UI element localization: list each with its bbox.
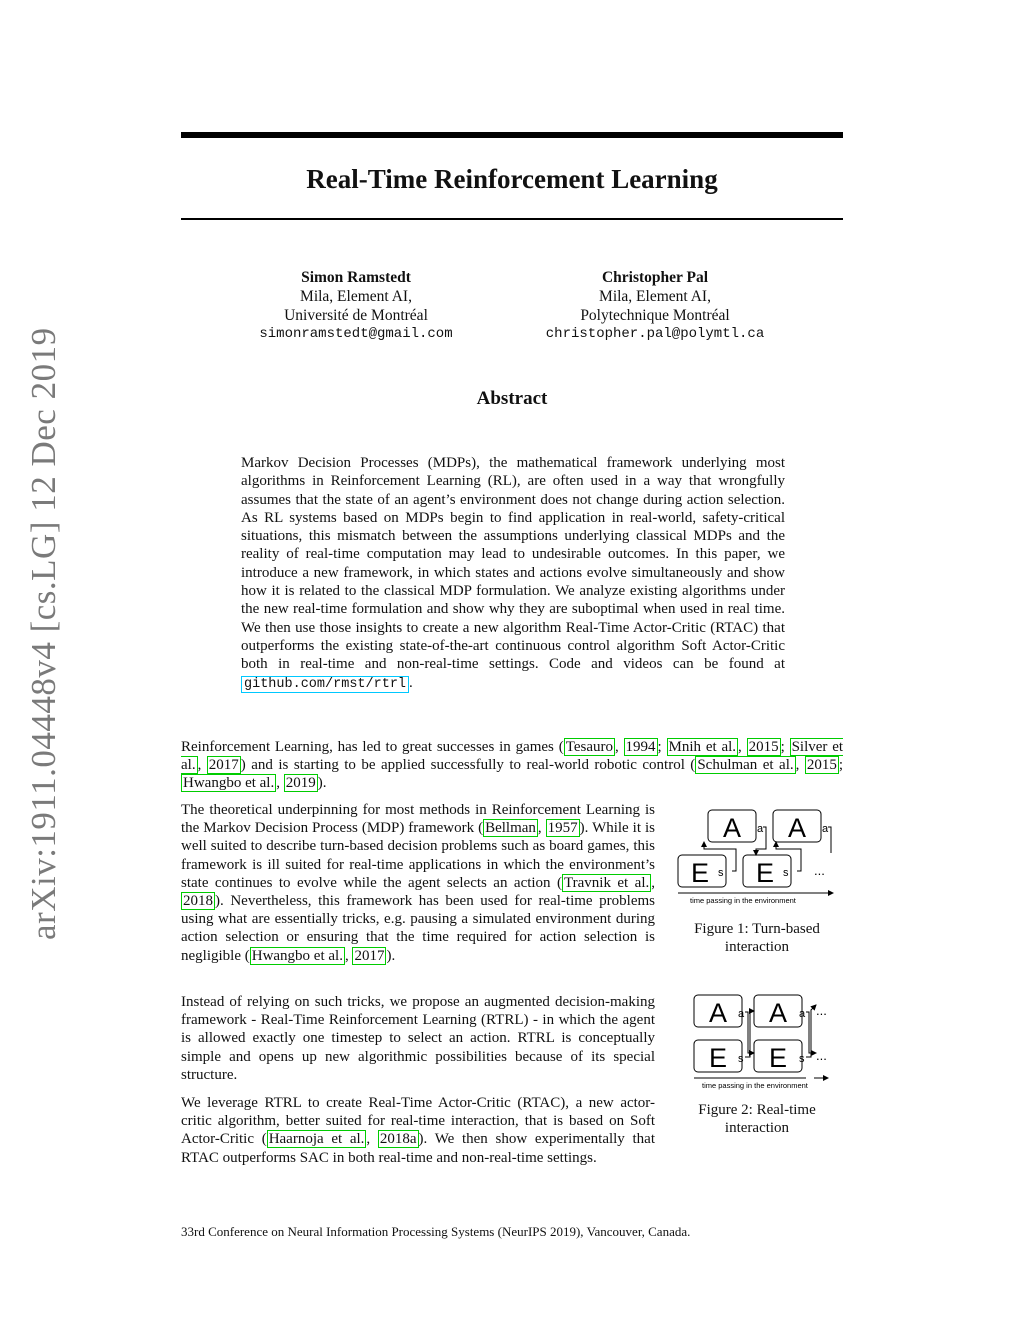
paragraph-text: ) and is starting to be applied successfully to real-world robotic control ( <box>240 757 696 774</box>
citation-link[interactable]: 2018a <box>379 1131 417 1148</box>
intro-paragraph-4: We leverage RTRL to create Real-Time Actor-Critic (RTAC), a new actor-critic algorithm, better suited for real-time interaction, that is based on Soft Actor-Critic ( Haarnoja et al. , 2018a ). We then show experimentally that RTAC outperforms SAC in both real-time and non-real-time settings. <box>181 1095 655 1166</box>
abstract-text: Markov Decision Processes (MDPs), the mathematical framework underlying most algorithms in Reinforcement Learning (RL), are often used in a way that wrongfully assumes that the state of an agent’s environment does not change during action selection. As RL systems based on MDPs begin to find application in real-world, safety-critical situations, this mismatch between the assumptions underlying classical MDPs and the reality of real-time computation may lead to undesirable outcomes. In this paper, we introduce a new framework, in which states and actions evolve simultaneously and show how it is related to the classical MDP formulation. We analyze existing algorithms under the new real-time formulation and show why they are suboptimal when used in real time. We then use those insights to create a new algorithm Real-Time Actor-Critic (RTAC) that outperforms the existing state-of-the-art continuous control algorithm Soft Actor-Critic both in real-time and non-real-time settings. Code and videos can be found at <box>241 455 785 673</box>
citation-link[interactable]: Tesauro <box>565 739 613 755</box>
citation-link[interactable]: Mnih et al. <box>668 739 737 755</box>
author-email[interactable]: simonramstedt@gmail.com <box>259 326 453 342</box>
agent-label: A <box>708 998 728 1028</box>
intro-paragraph-2: The theoretical underpinning for most methods in Reinforcement Learning is the Markov Decision Process (MDP) framework ( Bellman , 1957 ). While it is well suited to describe turn-based decision problems such as board games, this framework is ill suited for real-time applications in which the environment’s state continues to evolve while the agent selects an action ( Travnik et al. , 2018 ). Nevertheless, this framework has been used for real-time problems using what are essentially tricks, e.g. pausing a simulated environment during action selection or ensuring that the time required for action selection is negligible ( Hwangbo et al. , 2017 ). <box>181 802 655 964</box>
citation-link[interactable]: 2015 <box>806 757 837 774</box>
paragraph-text: The theoretical underpinning for most methods in Reinforcement Learning is the Markov Decision Process (MDP) framework ( <box>181 802 655 837</box>
citation-link[interactable]: Bellman <box>485 820 536 837</box>
paragraph-text: Reinforcement Learning, has led to great successes in games ( <box>181 739 564 755</box>
environment-label: E <box>768 1043 788 1073</box>
figure-2 <box>676 990 838 1137</box>
citation-link[interactable]: 2017 <box>208 757 239 774</box>
paragraph-text: ). Nevertheless, this framework has been used for real-time problems using what are essentially tricks, e.g. pausing a simulated environment during action selection or ensuring that the time required for action selection is negligible ( <box>181 893 655 964</box>
paragraph-text: ). <box>386 947 396 964</box>
author-affiliation: Université de Montréal <box>284 307 428 324</box>
citation-link[interactable]: 1994 <box>625 739 656 755</box>
agent-label: A <box>722 813 742 843</box>
agent-label: A <box>787 813 807 843</box>
action-label: a <box>738 1008 745 1020</box>
arxiv-identifier: arXiv:1911.04448v4 [cs.LG] 12 Dec 2019 <box>24 327 63 940</box>
citation-link[interactable]: Haarnoja et al. <box>268 1131 365 1148</box>
action-label: a <box>757 823 764 835</box>
environment-label: E <box>708 1043 728 1073</box>
paper-title: Real-Time Reinforcement Learning <box>306 164 718 194</box>
citation-link[interactable]: Hwangbo et al. <box>183 775 275 792</box>
title-rule-top <box>181 132 843 138</box>
figure-caption: Figure 2: Real-time interaction <box>698 1102 816 1136</box>
citation-link[interactable]: Travnik et al. <box>564 874 650 891</box>
state-label: s <box>799 1053 805 1065</box>
author-block-1 <box>206 268 506 344</box>
real-time-diagram <box>676 990 838 1092</box>
title-rule-bottom <box>181 218 843 220</box>
ellipsis-label: ... <box>816 1048 827 1063</box>
author-affiliation: Mila, Element AI, <box>599 288 711 305</box>
author-block-2 <box>505 268 805 344</box>
figure-caption: Figure 1: Turn-based interaction <box>694 921 820 955</box>
turn-based-diagram <box>676 805 838 907</box>
author-email[interactable]: christopher.pal@polymtl.ca <box>545 326 765 342</box>
paragraph-text: ). <box>317 775 327 792</box>
citation-link[interactable]: Silver et al. <box>181 739 844 774</box>
environment-label: E <box>690 858 710 888</box>
action-label: a <box>799 1008 806 1020</box>
abstract-heading: Abstract <box>476 388 548 409</box>
state-label: s <box>738 1053 744 1065</box>
environment-label: E <box>755 858 775 888</box>
author-affiliation: Mila, Element AI, <box>300 288 412 305</box>
citation-link[interactable]: 2019 <box>285 775 316 792</box>
time-axis-label: time passing in the environment <box>702 1081 808 1090</box>
code-link[interactable]: github.com/rmst/rtrl <box>241 676 409 693</box>
intro-paragraph-3: Instead of relying on such tricks, we propose an augmented decision-making framework - Real-Time Reinforcement Learning (RTRL) - in which the agent is allowed exactly one timestep to select an action. RTRL is conceptually simple and opens up new algorithmic possibilities because of its special structure. <box>181 994 655 1083</box>
author-affiliation: Polytechnique Montréal <box>580 307 730 324</box>
intro-paragraph-1: Reinforcement Learning, has led to great successes in games ( Tesauro , 1994 ; Mnih et al. , 2015 ; Silver et al. , 2017 ) and is starting to be applied successfully to real-world robotic control ( Schulman et al. , 2015 ; Hwangbo et al. , 2019 ). <box>181 739 844 792</box>
time-axis-label: time passing in the environment <box>690 896 796 905</box>
citation-link[interactable]: 2017 <box>354 947 385 964</box>
abstract-end: . <box>409 674 413 691</box>
paragraph-text: We leverage RTRL to create Real-Time Actor-Critic (RTAC), a new actor-critic algorithm, better suited for real-time interaction, that is based on Soft Actor-Critic ( <box>181 1095 655 1148</box>
citation-link[interactable]: Schulman et al. <box>697 757 794 774</box>
citation-link[interactable]: 1957 <box>547 820 578 837</box>
author-name: Simon Ramstedt <box>301 269 411 286</box>
action-label: a <box>822 823 829 835</box>
paragraph-text: ). While it is well suited to describe turn-based decision problems such as board games, this framework is ill suited for real-time applications in which the environment’s state continues to evolve while the agent selects an action ( <box>181 820 655 891</box>
ellipsis-label: ... <box>814 863 825 878</box>
ellipsis-label: ... <box>816 1003 827 1018</box>
agent-label: A <box>768 998 788 1028</box>
conference-footnote: 33rd Conference on Neural Information Processing Systems (NeurIPS 2019), Vancouver, Canada. <box>181 1224 691 1239</box>
citation-link[interactable]: 2015 <box>748 739 779 755</box>
abstract-body <box>241 454 785 694</box>
citation-link[interactable]: 2018 <box>183 893 213 910</box>
figure-1 <box>676 805 838 956</box>
paragraph-text: ). We then show experimentally that RTAC outperforms SAC in both real-time and non-real-time settings. <box>181 1131 655 1166</box>
citation-link[interactable]: Hwangbo et al. <box>251 947 343 964</box>
state-label: s <box>718 867 724 879</box>
author-name: Christopher Pal <box>601 269 709 286</box>
state-label: s <box>783 867 789 879</box>
